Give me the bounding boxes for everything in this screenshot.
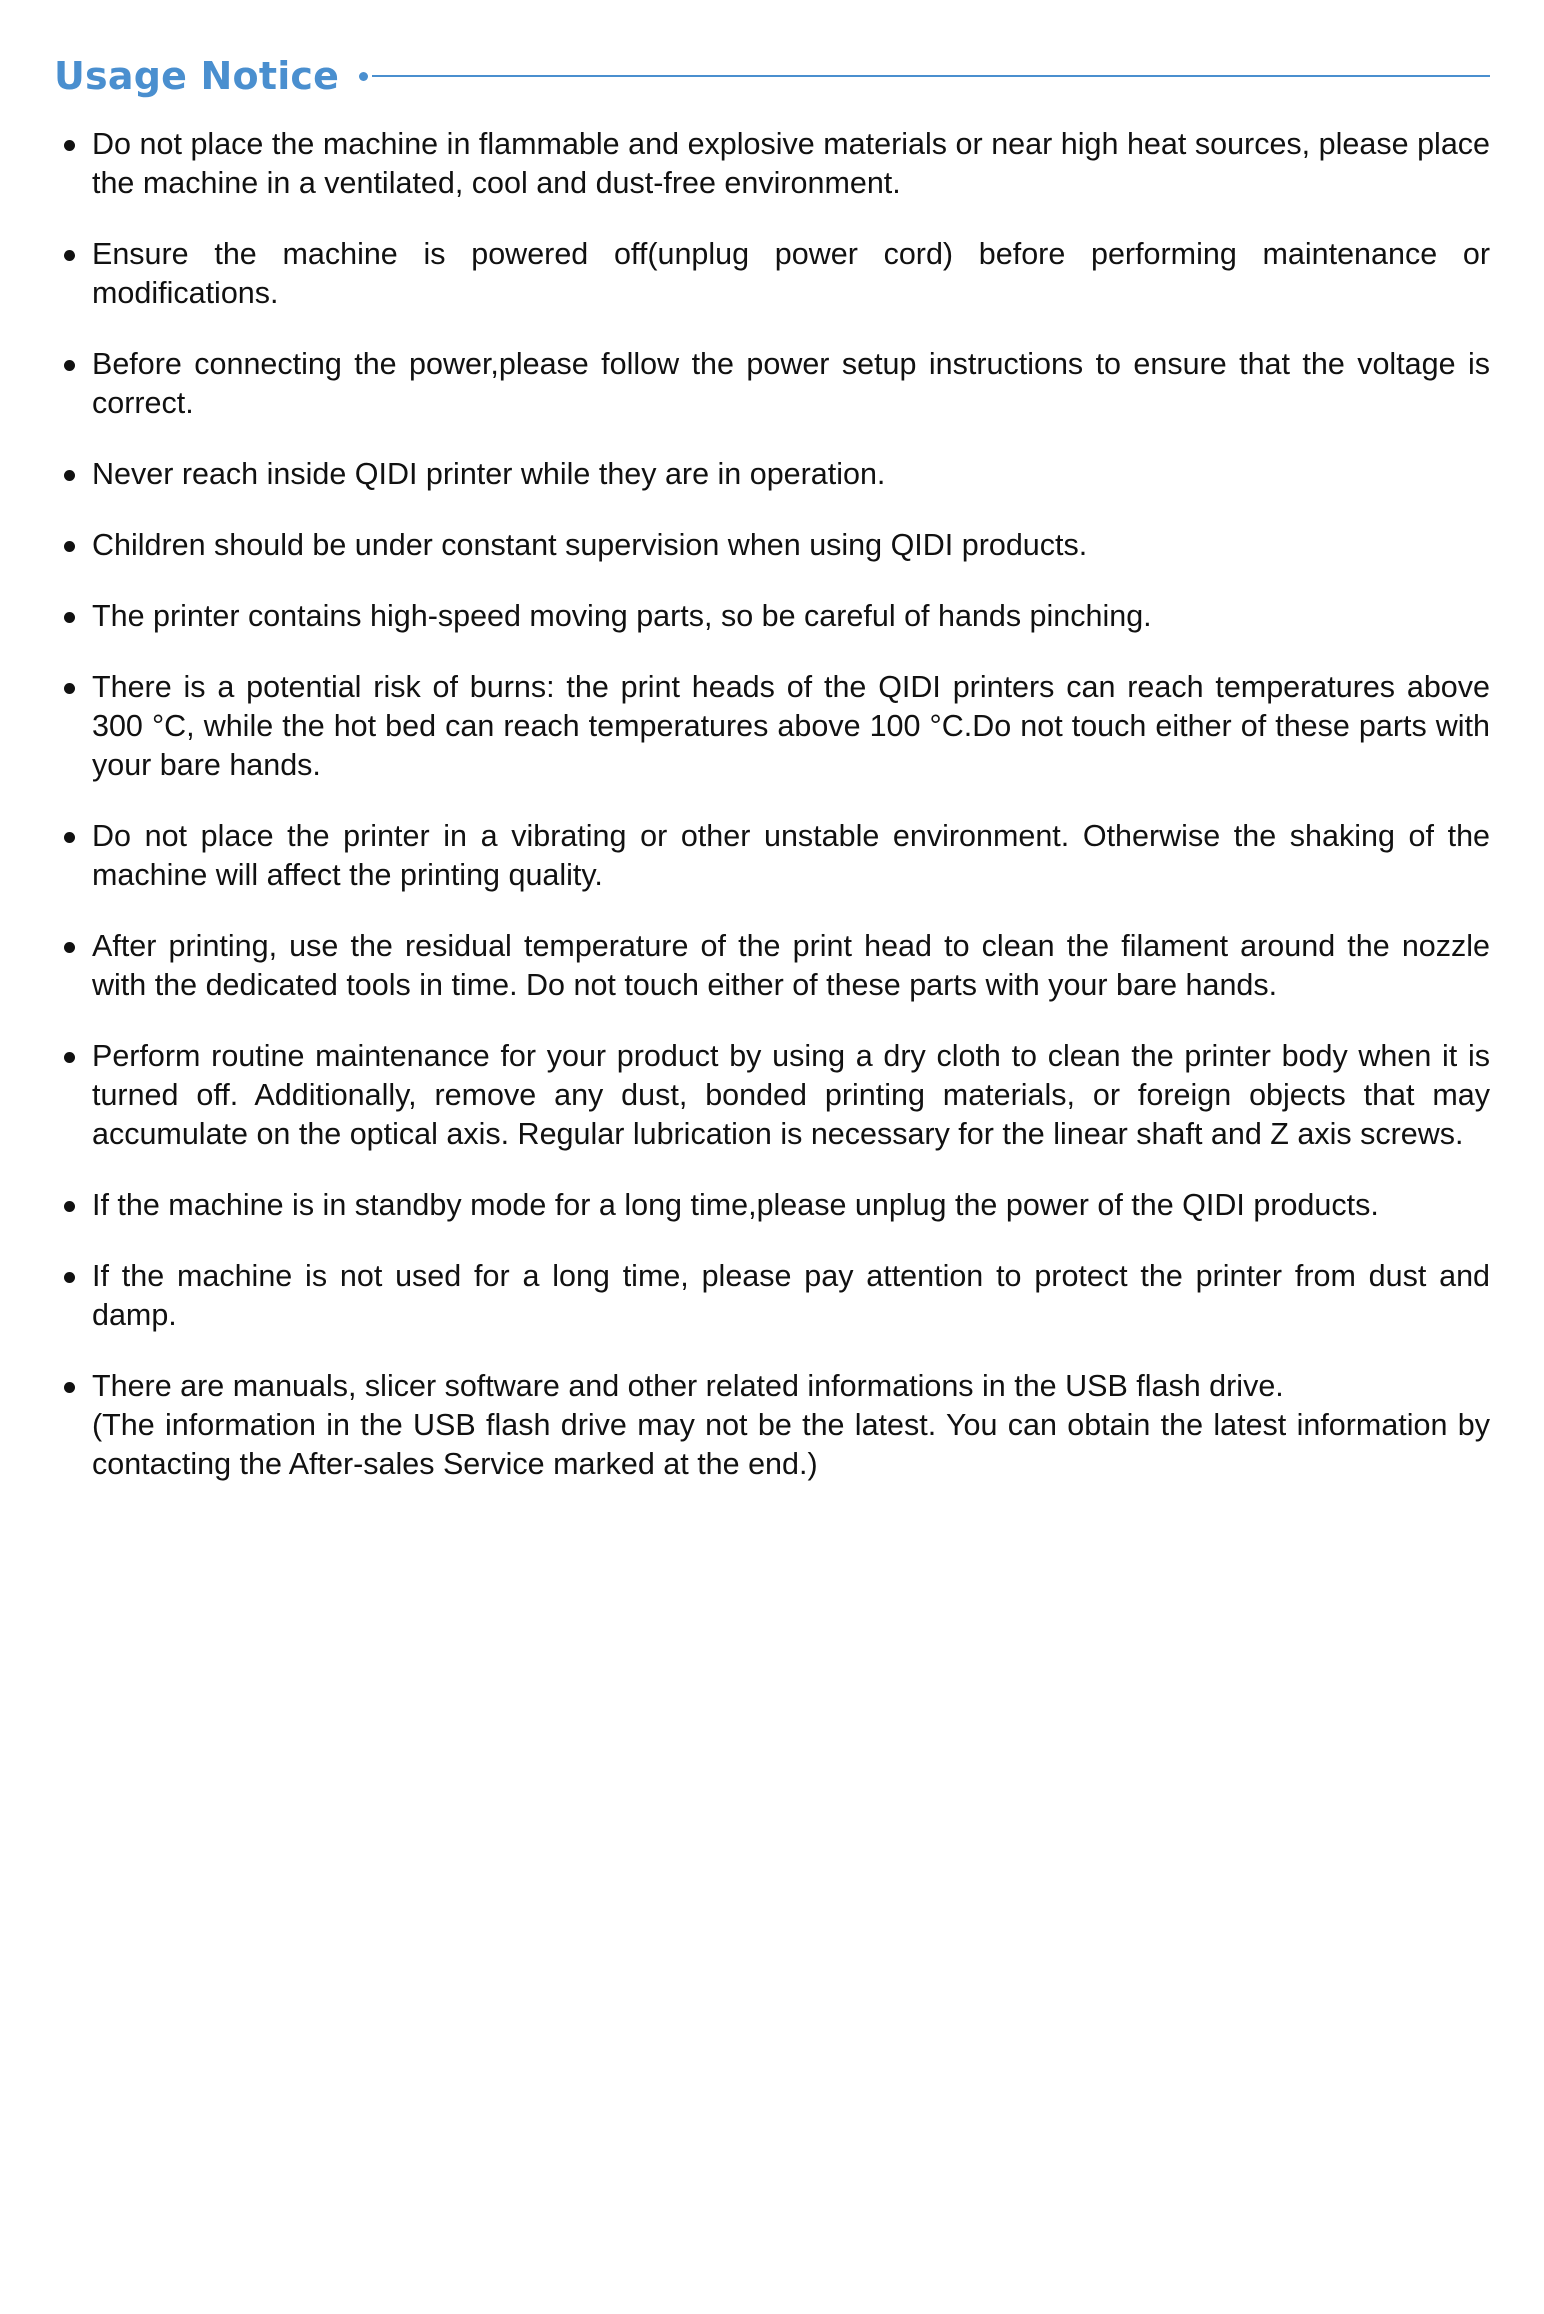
list-item: [64, 345, 1490, 423]
list-item: [64, 597, 1490, 636]
list-item: [64, 526, 1490, 565]
bullet-icon: [64, 470, 75, 481]
list-item: [64, 1257, 1490, 1335]
bullet-icon: [64, 1382, 75, 1393]
bullet-icon: [64, 942, 75, 953]
list-item: [64, 668, 1490, 785]
bullet-icon: [64, 683, 75, 694]
notice-text: There are manuals, slicer software and other related informations in the USB flash drive.: [92, 1369, 1284, 1403]
notice-text: Do not place the printer in a vibrating or other unstable environment. Otherwise the shaking of the machine will affect the printing quality.: [92, 819, 1490, 892]
bullet-icon: [64, 360, 75, 371]
bullet-icon: [64, 1201, 75, 1212]
notice-note: (The information in the USB flash drive may not be the latest. You can obtain the latest information by contacting the After-sales Service marked at the end.): [92, 1408, 1490, 1481]
heading-dot-icon: [359, 72, 368, 81]
notice-text: Ensure the machine is powered off(unplug power cord) before performing maintenance or modifications.: [92, 237, 1490, 310]
notice-text: There is a potential risk of burns: the print heads of the QIDI printers can reach temperatures above 300 °C, while the hot bed can reach temperatures above 100 °C.Do not touch either of these parts with your bare hands.: [92, 670, 1490, 782]
bullet-icon: [64, 1272, 75, 1283]
bullet-icon: [64, 1052, 75, 1063]
page-title: Usage Notice: [54, 54, 340, 98]
notice-text: After printing, use the residual temperature of the print head to clean the filament around the nozzle with the dedicated tools in time. Do not touch either of these parts with your bare hands.: [92, 929, 1490, 1002]
bullet-icon: [64, 140, 75, 151]
bullet-icon: [64, 541, 75, 552]
list-item: [64, 125, 1490, 203]
notice-text: Perform routine maintenance for your product by using a dry cloth to clean the printer body when it is turned off. Additionally, remove any dust, bonded printing materials, or foreign objects that may accumulate on the optical axis. Regular lubrication is necessary for the linear shaft and Z axis screws.: [92, 1039, 1490, 1151]
notice-text: Do not place the machine in flammable and explosive materials or near high heat sources, please place the machine in a ventilated, cool and dust-free environment.: [92, 127, 1490, 200]
notice-text: Before connecting the power,please follow the power setup instructions to ensure that the voltage is correct.: [92, 347, 1490, 420]
bullet-icon: [64, 612, 75, 623]
bullet-icon: [64, 832, 75, 843]
list-item: [64, 1186, 1490, 1225]
notice-text: Never reach inside QIDI printer while they are in operation.: [92, 457, 886, 491]
notice-text: Children should be under constant supervision when using QIDI products.: [92, 528, 1088, 562]
list-item: [64, 927, 1490, 1005]
notice-text: If the machine is in standby mode for a long time,please unplug the power of the QIDI products.: [92, 1188, 1379, 1222]
list-item: [64, 1367, 1490, 1484]
notice-text: The printer contains high-speed moving parts, so be careful of hands pinching.: [92, 599, 1152, 633]
list-item: [64, 455, 1490, 494]
notice-text: If the machine is not used for a long time, please pay attention to protect the printer from dust and damp.: [92, 1259, 1490, 1332]
notice-list: [64, 125, 1490, 1516]
bullet-icon: [64, 250, 75, 261]
list-item: [64, 817, 1490, 895]
list-item: [64, 235, 1490, 313]
list-item: [64, 1037, 1490, 1154]
section-heading: [54, 48, 1490, 104]
heading-divider: [372, 75, 1490, 77]
